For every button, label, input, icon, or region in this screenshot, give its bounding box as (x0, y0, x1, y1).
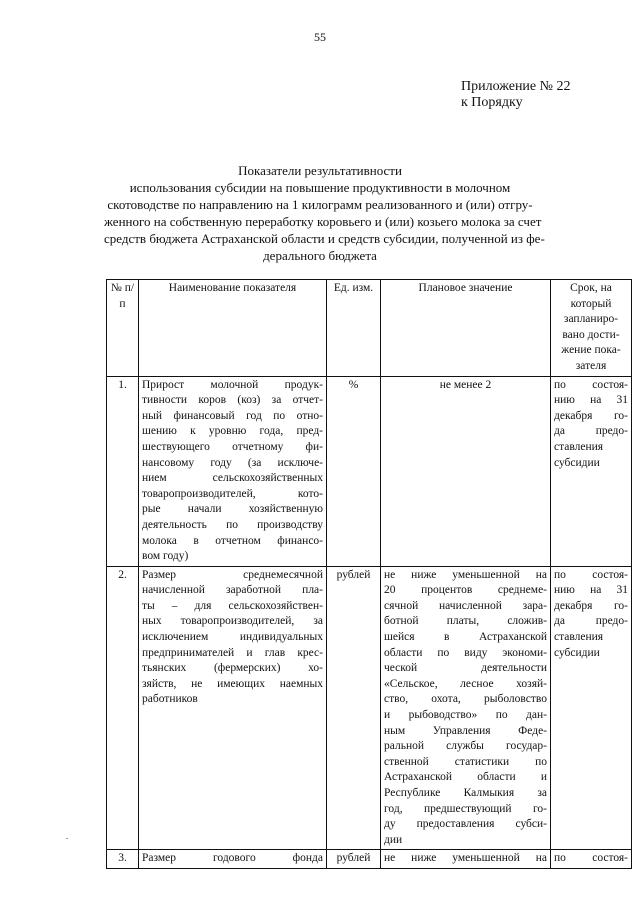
row-indicator-name: Прирост молочной продук- тивности коров (коз) за отчет- ный финансовый год по отно- шению к уровню года, пред- шествующего отчетному фи- нансовому году (за исключе- нием сельскохозяйственных товаропроизводителей, кото- рые начали хозяйственную деятельность по производству молока в отчетном финансо- вом году) (139, 376, 327, 566)
title-line: Показатели результативности (238, 163, 402, 178)
row-indicator-name: Размер годового фонда (139, 850, 327, 869)
title-line: использования субсидии на повышение продуктивности в молочном (129, 180, 511, 195)
title-line: дерального бюджета (263, 248, 377, 263)
table-row (107, 376, 632, 566)
row-number: 2. (107, 566, 139, 850)
page-number: 55 (314, 30, 326, 44)
row-unit: рублей (327, 850, 381, 869)
appendix-line-1: Приложение № 22 (461, 79, 571, 94)
row-deadline: по состоя- (551, 850, 632, 869)
title-line: скотоводстве по направлению на 1 килограмм реализованного и (или) отгру- (107, 197, 533, 212)
header-indicator-name: Наименование показателя (139, 280, 327, 377)
row-planned-value: не менее 2 (381, 376, 551, 566)
header-deadline: Срок, на который запланиро- вано дости- жение пока- зателя (551, 280, 632, 377)
row-planned-value: не ниже уменьшенной на 20 процентов среднеме- сячной начисленной зара- ботной платы, сложив- шейся в Астраханской области по виду экономи- ческой деятельности «Сельское, лесное хозяй- ство, охота, рыболовство и рыбоводство» по дан- ным Управления Феде- ральной службы государ- ственной статистики по Астраханской области и Республике Калмыкия за год, предшествующий го- ду предоставления субси- дии (381, 566, 551, 850)
scan-mark (66, 838, 68, 839)
header-unit: Ед. изм. (327, 280, 381, 377)
appendix-line-2: к Порядку (461, 95, 523, 110)
row-number: 1. (107, 376, 139, 566)
header-number: № п/п (107, 280, 139, 377)
row-unit: рублей (327, 566, 381, 850)
title-line: женного на собственную переработку коровьего и (или) козьего молока за счет (104, 214, 542, 229)
table-header-row (107, 280, 632, 377)
row-indicator-name: Размер среднемесячной начисленной заработной пла- ты – для сельскохозяйствен- ных товаропроизводителей, за исключением индивидуальных предпринимателей и глав крес- тьянских (фермерских) хо- зяйств, не имеющих наемных работников (139, 566, 327, 850)
document-title (104, 162, 545, 264)
row-unit: % (327, 376, 381, 566)
row-deadline: по состоя- нию на 31 декабря го- да предо- ставления субсидии (551, 376, 632, 566)
row-deadline: по состоя- нию на 31 декабря го- да предо- ставления субсидии (551, 566, 632, 850)
title-line: средств бюджета Астраханской области и средств субсидии, полученной из фе- (104, 231, 545, 246)
row-planned-value: не ниже уменьшенной на (381, 850, 551, 869)
header-planned-value: Плановое значение (381, 280, 551, 377)
row-number: 3. (107, 850, 139, 869)
appendix-reference (461, 79, 571, 111)
indicators-table (106, 279, 632, 869)
table-row (107, 566, 632, 850)
table-row (107, 850, 632, 869)
